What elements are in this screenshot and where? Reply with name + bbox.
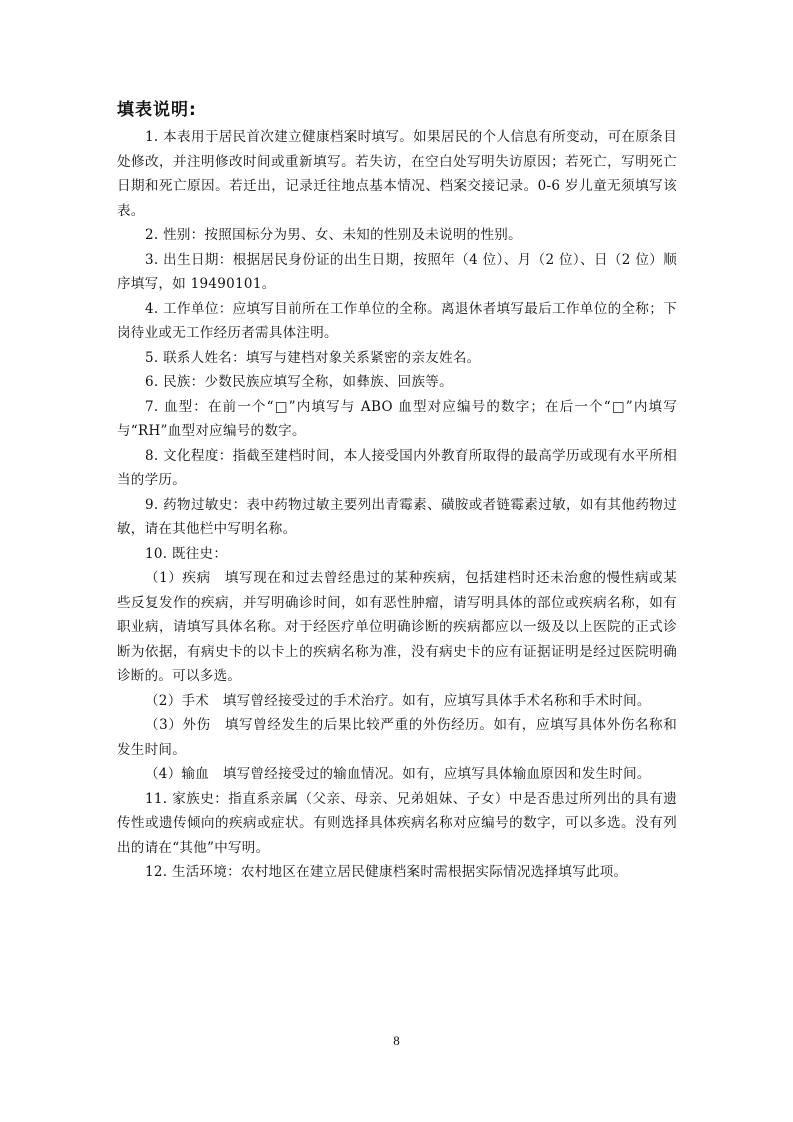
instruction-paragraph-2: 2. 性别：按照国标分为男、女、未知的性别及未说明的性别。 [145, 227, 522, 243]
instruction-paragraph-6: 6. 民族：少数民族应填写全称，如彝族、回族等。 [145, 374, 453, 390]
instruction-paragraph-3: 3. 出生日期：根据居民身份证的出生日期，按照年（4 位）、月（2 位）、日（2 位）顺序填写，如 19490101。 [117, 251, 677, 292]
instruction-subparagraph-disease: （1）疾病 填写现在和过去曾经患过的某种疾病，包括建档时还未治愈的慢性病或某些反复发作的疾病，并写明确诊时间，如有恶性肿瘤，请写明具体的部位或疾病名称，如有职业病，请填写具体名称。对于经医疗单位明确诊断的疾病都应以一级及以上医院的正式诊断为依据，有病史卡的以卡上的疾病名称为准，没有病史卡的应有证据证明是经过医院明确诊断的。可以多选。 [117, 570, 677, 684]
instruction-subparagraph-trauma: （3）外伤 填写曾经发生的后果比较严重的外伤经历。如有，应填写具体外伤名称和发生时间。 [117, 717, 677, 758]
section-title: 填表说明: [117, 100, 197, 120]
instruction-subparagraph-surgery: （2）手术 填写曾经接受过的手术治疗。如有，应填写具体手术名称和手术时间。 [145, 692, 651, 709]
instruction-paragraph-4: 4. 工作单位：应填写目前所在工作单位的全称。离退休者填写最后工作单位的全称；下岗待业或无工作经历者需具体注明。 [117, 300, 677, 341]
instructions-section [117, 97, 677, 885]
instruction-paragraph-10: 10. 既往史： [145, 545, 228, 562]
instruction-paragraph-11: 11. 家族史：指直系亲属（父亲、母亲、兄弟姐妹、子女）中是否患过所列出的具有遗传性或遗传倾向的疾病或症状。有则选择具体疾病名称对应编号的数字，可以多选。没有列出的请在“其他”中写明。 [117, 790, 677, 856]
instruction-paragraph-7: 7. 血型：在前一个“□”内填写与 ABO 血型对应编号的数字；在后一个“□”内填写与“RH”血型对应编号的数字。 [117, 398, 677, 439]
instruction-paragraph-12: 12. 生活环境：农村地区在建立居民健康档案时需根据实际情况选择填写此项。 [145, 864, 628, 880]
instruction-paragraph-1: 1. 本表用于居民首次建立健康档案时填写。如果居民的个人信息有所变动，可在原条目处修改，并注明修改时间或重新填写。若失访，在空白处写明失访原因；若死亡，写明死亡日期和死亡原因。若迁出，记录迁往地点基本情况、档案交接记录。0-6 岁儿童无须填写该表。 [117, 129, 677, 219]
instruction-subparagraph-transfusion: （4）输血 填写曾经接受过的输血情况。如有，应填写具体输血原因和发生时间。 [145, 766, 651, 782]
instruction-paragraph-8: 8. 文化程度：指截至建档时间，本人接受国内外教育所取得的最高学历或现有水平所相当的学历。 [117, 447, 677, 488]
page-number: 8 [393, 1033, 400, 1048]
instruction-paragraph-9: 9. 药物过敏史：表中药物过敏主要列出青霉素、磺胺或者链霉素过敏，如有其他药物过敏，请在其他栏中写明名称。 [117, 496, 677, 537]
instruction-paragraph-5: 5. 联系人姓名：填写与建档对象关系紧密的亲友姓名。 [145, 349, 481, 366]
